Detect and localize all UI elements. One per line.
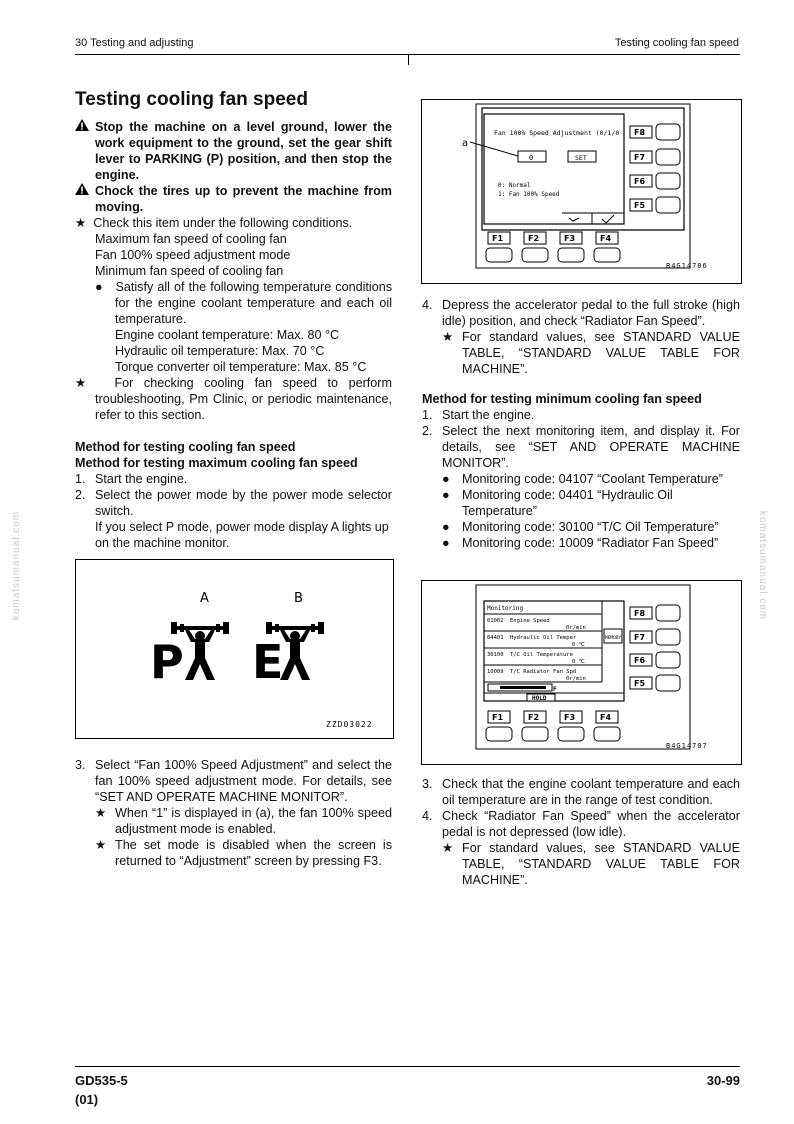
row-name: T/C Oil Temperature — [510, 652, 573, 658]
figure-monitoring-screen — [421, 580, 742, 765]
set-box: SET — [575, 154, 587, 162]
row-code: 10009 — [487, 669, 504, 675]
row-code: 30100 — [487, 652, 504, 658]
hold-box: HOLD — [532, 695, 547, 702]
watermark-left: komatsumanual.com — [11, 510, 23, 621]
key-f1: F1 — [492, 713, 504, 722]
temp-coolant: Engine coolant temperature: Max. 80 °C — [115, 328, 340, 342]
row-name: Engine Speed — [510, 618, 550, 624]
bullet-temperature: ● Satisfy all of the following temperature conditions for the engine coolant temperature and each oil temperature. — [95, 280, 393, 326]
star-icon: ★ — [95, 806, 107, 820]
condition-line: Fan 100% speed adjustment mode — [95, 248, 291, 262]
option-fan100: 1: Fan 100% Speed — [498, 191, 560, 198]
row-name: Hydraulic Oil Temper — [510, 635, 577, 641]
left-column-top — [75, 119, 392, 551]
star-icon: ★ — [442, 841, 454, 855]
screen-title: Fan 100% Speed Adjustment (0/1/0 — [494, 129, 620, 137]
key-f6: F6 — [634, 177, 646, 186]
row-code: 01002 — [487, 618, 504, 624]
key-f3: F3 — [564, 234, 576, 243]
condition-line: Minimum fan speed of cooling fan — [95, 264, 284, 278]
condition-line: Maximum fan speed of cooling fan — [95, 232, 287, 246]
page-title: Testing cooling fan speed — [75, 89, 308, 110]
right-column-bottom — [422, 776, 740, 888]
column-tick — [408, 54, 409, 65]
left-column-bottom — [75, 757, 392, 869]
note-troubleshooting: ★ For checking cooling fan speed to perform troubleshooting, Pm Clinic, or periodic maintenance, refer to this section. — [75, 376, 392, 422]
label-b: B — [294, 591, 303, 606]
bullet-icon: ● — [442, 520, 450, 534]
value-box: 0 — [529, 154, 534, 162]
warning-stop: Stop the machine on a level ground, lower the work equipment to the ground, set the gear shift lever to PARKING (P) position, and then stop the engine. — [75, 119, 392, 183]
temp-hydraulic: Hydraulic oil temperature: Max. 70 °C — [115, 344, 325, 358]
key-f7: F7 — [634, 633, 646, 642]
warning-icon — [75, 183, 95, 199]
figure-power-mode — [75, 559, 394, 739]
step-3-note-2: ★ The set mode is disabled when the screen is returned to “Adjustment” screen by pressing F3. — [95, 838, 392, 868]
footer-revision: (01) — [75, 1092, 99, 1107]
key-f3: F3 — [564, 713, 576, 722]
row-unit: 0 ℃ — [572, 659, 585, 665]
star-icon: ★ — [75, 376, 115, 390]
min-step-2: 2. Select the next monitoring item, and display it. For details, see “SET AND OPERATE MACHINE MONITOR”. — [422, 424, 740, 470]
row-code: 04401 — [487, 635, 504, 641]
step-3: 3. Select “Fan 100% Speed Adjustment” and select the fan 100% speed adjustment mode. For details, see “SET AND OPERATE MACHINE MONITOR”. — [75, 758, 392, 804]
min-step-4-note: ★ For standard values, see STANDARD VALUE TABLE, “STANDARD VALUE TABLE FOR MACHINE”. — [442, 841, 740, 887]
watermark-right: komatsumanual.com — [757, 510, 769, 621]
note-conditions: ★ Check this item under the following conditions. — [75, 216, 353, 230]
option-normal: 0: Normal — [498, 182, 531, 189]
row-unit: 0 ℃ — [572, 642, 585, 648]
label-a: A — [200, 591, 209, 606]
step-4-note: ★ For standard values, see STANDARD VALUE TABLE, “STANDARD VALUE TABLE FOR MACHINE”. — [442, 330, 740, 376]
step-3-note-1: ★ When “1” is displayed in (a), the fan 100% speed adjustment mode is enabled. — [95, 806, 392, 836]
row-name: T/C Radiator Fan Spd — [510, 669, 577, 675]
key-f1: F1 — [492, 234, 504, 243]
mode-letter-e: E — [252, 635, 284, 689]
figure-code: B4G14707 — [666, 742, 708, 750]
key-f6: F6 — [634, 656, 646, 665]
key-f4: F4 — [600, 713, 612, 722]
star-icon: ★ — [95, 838, 107, 852]
monitoring-code: ● Monitoring code: 04401 “Hydraulic Oil Temperature” — [442, 488, 673, 518]
bullet-icon: ● — [442, 536, 450, 550]
bullet-icon: ● — [442, 472, 450, 486]
step-4: 4. Depress the accelerator pedal to the full stroke (high idle) position, and check “Radiator Fan Speed”. — [422, 298, 740, 328]
key-f8: F8 — [634, 128, 646, 137]
figure-fan-adjustment-screen — [421, 99, 742, 284]
row-unit: 0r/min — [566, 676, 586, 682]
key-f4: F4 — [600, 234, 612, 243]
key-f5: F5 — [634, 201, 646, 210]
star-icon: ★ — [442, 330, 454, 344]
section-heading: Method for testing maximum cooling fan speed — [75, 456, 358, 470]
right-column-top — [422, 297, 740, 551]
key-f5: F5 — [634, 679, 646, 688]
warning-icon — [75, 119, 95, 135]
footer-page-number: 30-99 — [706, 1073, 740, 1088]
min-step-4: 4. Check “Radiator Fan Speed” when the accelerator pedal is not depressed (low idle). — [422, 809, 740, 839]
key-f2: F2 — [528, 713, 540, 722]
min-step-1: 1. Start the engine. — [422, 408, 535, 422]
figure-code: ZZD03022 — [326, 720, 373, 729]
temp-torque: Torque converter oil temperature: Max. 85 °C — [115, 360, 367, 374]
mode-letter-p: P — [150, 635, 184, 689]
min-step-3: 3. Check that the engine coolant temperature and each oil temperature are in the range of test condition. — [422, 777, 740, 807]
monitoring-code: ● Monitoring code: 30100 “T/C Oil Temperature” — [442, 520, 719, 534]
step-1: 1. Start the engine. — [75, 472, 188, 486]
row-unit: 0r/min — [566, 625, 586, 631]
footer-model: GD535-5 — [75, 1073, 128, 1088]
bullet-icon: ● — [95, 280, 116, 294]
step-2: 2. Select the power mode by the power mode selector switch. — [75, 488, 392, 518]
warning-chock: Chock the tires up to prevent the machine from moving. — [75, 183, 392, 215]
key-f7: F7 — [634, 153, 646, 162]
monitoring-code: ● Monitoring code: 04107 “Coolant Temperature” — [442, 472, 723, 486]
key-f8: F8 — [634, 609, 646, 618]
memory-box: MEMORY — [605, 636, 622, 641]
step-2-note: If you select P mode, power mode display A lights up on the machine monitor. — [95, 520, 389, 550]
callout-a: a — [462, 138, 469, 149]
bullet-icon: ● — [442, 488, 450, 502]
header-chapter: 30 Testing and adjusting — [75, 37, 194, 49]
star-icon: ★ — [75, 216, 94, 230]
monitoring-code: ● Monitoring code: 10009 “Radiator Fan Speed” — [442, 536, 719, 550]
key-f2: F2 — [528, 234, 540, 243]
footer-rule — [75, 1066, 740, 1067]
section-heading: Method for testing minimum cooling fan speed — [422, 392, 702, 406]
header-section: Testing cooling fan speed — [614, 37, 739, 49]
section-heading: Method for testing cooling fan speed — [75, 440, 296, 454]
figure-code: B4G14706 — [666, 262, 708, 270]
monitoring-title: Monitoring — [487, 605, 524, 612]
f-mark: F — [553, 686, 557, 693]
